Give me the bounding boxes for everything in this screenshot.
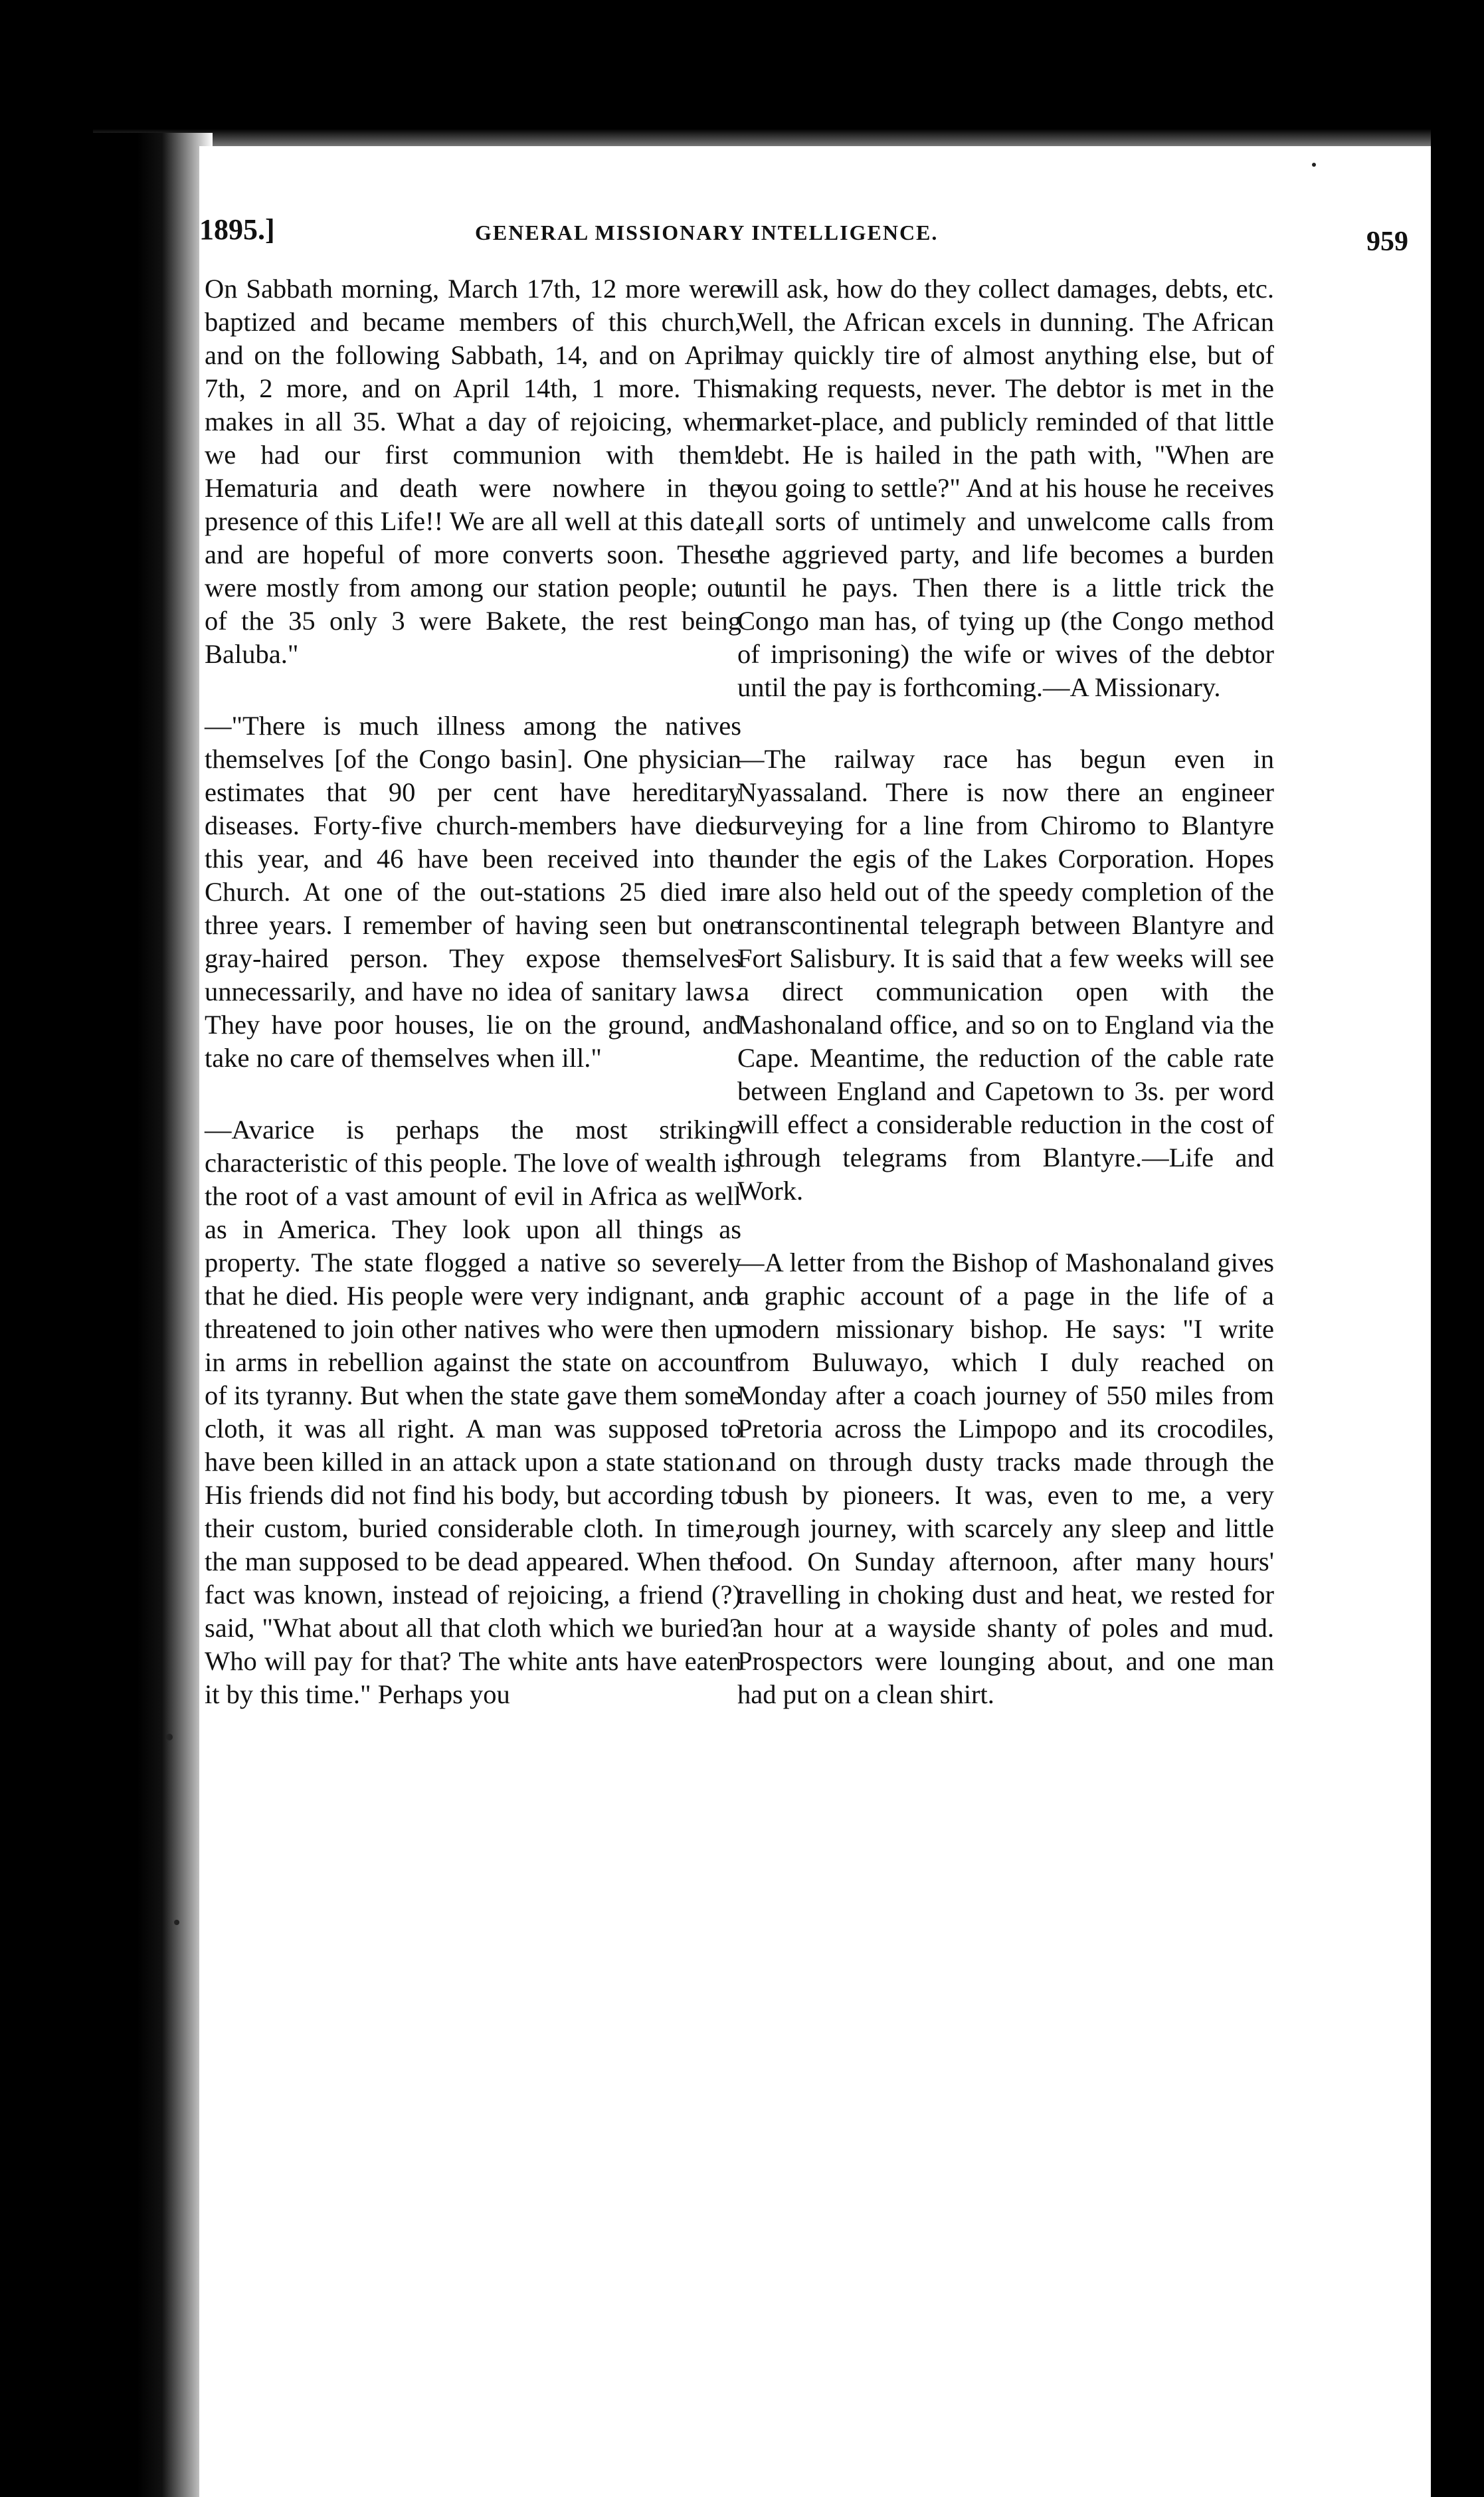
paragraph: will ask, how do they collect damages, debts, etc. Well, the African excels in dunning. The African may quickly tire of almost anything else, but of making requests, never. The debtor is met in the market-place, and publicly reminded of that little debt. He is hailed in the path with, "When are you going to settle?" And at his house he receives all sorts of untimely and unwelcome calls from the aggrieved party, and life becomes a burden until he pays. Then there is a little trick the Congo man has, of tying up (the Congo method of imprisoning) the wife or wives of the debtor until the pay is forthcoming.—A Missionary. <box>737 274 1274 702</box>
scan-border-right <box>1431 0 1484 2497</box>
right-column <box>737 272 1274 1711</box>
left-column <box>205 272 741 1711</box>
running-head <box>199 206 1415 257</box>
page-number: 959 <box>1366 227 1408 257</box>
paragraph: —"There is much illness among the natives themselves [of the Congo basin]. One physician estimates that 90 per cent have hereditary diseases. Forty-five church-members have died this year, and 46 have been received into the Church. At one of the out-stations 25 died in three years. I remember of having seen but one gray-haired person. They expose themselves unnecessarily, and have no idea of sanitary laws. They have poor houses, lie on the ground, and take no care of themselves when ill." <box>205 711 741 1073</box>
paragraph: —A letter from the Bishop of Mashonaland gives a graphic account of a page in the life of a modern missionary bishop. He says: "I write from Buluwayo, which I duly reached on Monday after a coach journey of 550 miles from Pretoria across the Limpopo and its crocodiles, and on through dusty tracks made through the bush by pioneers. It was, even to me, a very rough journey, with scarcely any sleep and little food. On Sunday afternoon, after many hours' travelling in choking dust and heat, we rested for an hour at a wayside shanty of poles and mud. Prospectors were lounging about, and one man had put on a clean shirt. <box>737 1248 1274 1709</box>
header-title: GENERAL MISSIONARY INTELLIGENCE. <box>475 221 939 244</box>
paragraph: On Sabbath morning, March 17th, 12 more were baptized and became members of this church, and on the following Sabbath, 14, and on April 7th, 2 more, and on April 14th, 1 more. This makes in all 35. What a day of rejoicing, when we had our first communion with them! Hematuria and death were nowhere in the presence of this Life!! We are all well at this date, and are hopeful of more converts soon. These were mostly from among our station people; out of the 35 only 3 were Bakete, the rest being Baluba." <box>205 274 741 669</box>
speck-mark <box>174 1920 179 1925</box>
paragraph: —Avarice is perhaps the most striking characteristic of this people. The love of wealth is the root of a vast amount of evil in Africa as well as in America. They look upon all things as property. The state flogged a native so severely that he died. His people were very indignant, and threatened to join other natives who were then up in arms in rebellion against the state on account of its tyranny. But when the state gave them some cloth, it was all right. A man was supposed to have been killed in an attack upon a state station. His friends did not find his body, but according to their custom, buried considerable cloth. In time, the man supposed to be dead appeared. When the fact was known, instead of rejoicing, a friend (?) said, "What about all that cloth which we buried? Who will pay for that? The white ants have eaten it by this time." Perhaps you <box>205 1115 741 1709</box>
header-year: 1895.] <box>199 213 275 246</box>
scan-border-left <box>0 0 93 2497</box>
speck-mark <box>1312 163 1316 167</box>
paragraph: —The railway race has begun even in Nyassaland. There is now there an engineer surveying for a line from Chiromo to Blantyre under the egis of the Lakes Corporation. Hopes are also held out of the speedy completion of the transcontinental telegraph between Blantyre and Fort Salisbury. It is said that a few weeks will see a direct communication open with the Mashonaland office, and so on to England via the Cape. Meantime, the reduction of the cable rate between England and Capetown to 3s. per word will effect a considerable reduction in the cost of through telegrams from Blantyre.—Life and Work. <box>737 744 1274 1206</box>
scan-border-left-fade <box>86 133 213 2497</box>
speck-mark <box>166 1734 173 1740</box>
